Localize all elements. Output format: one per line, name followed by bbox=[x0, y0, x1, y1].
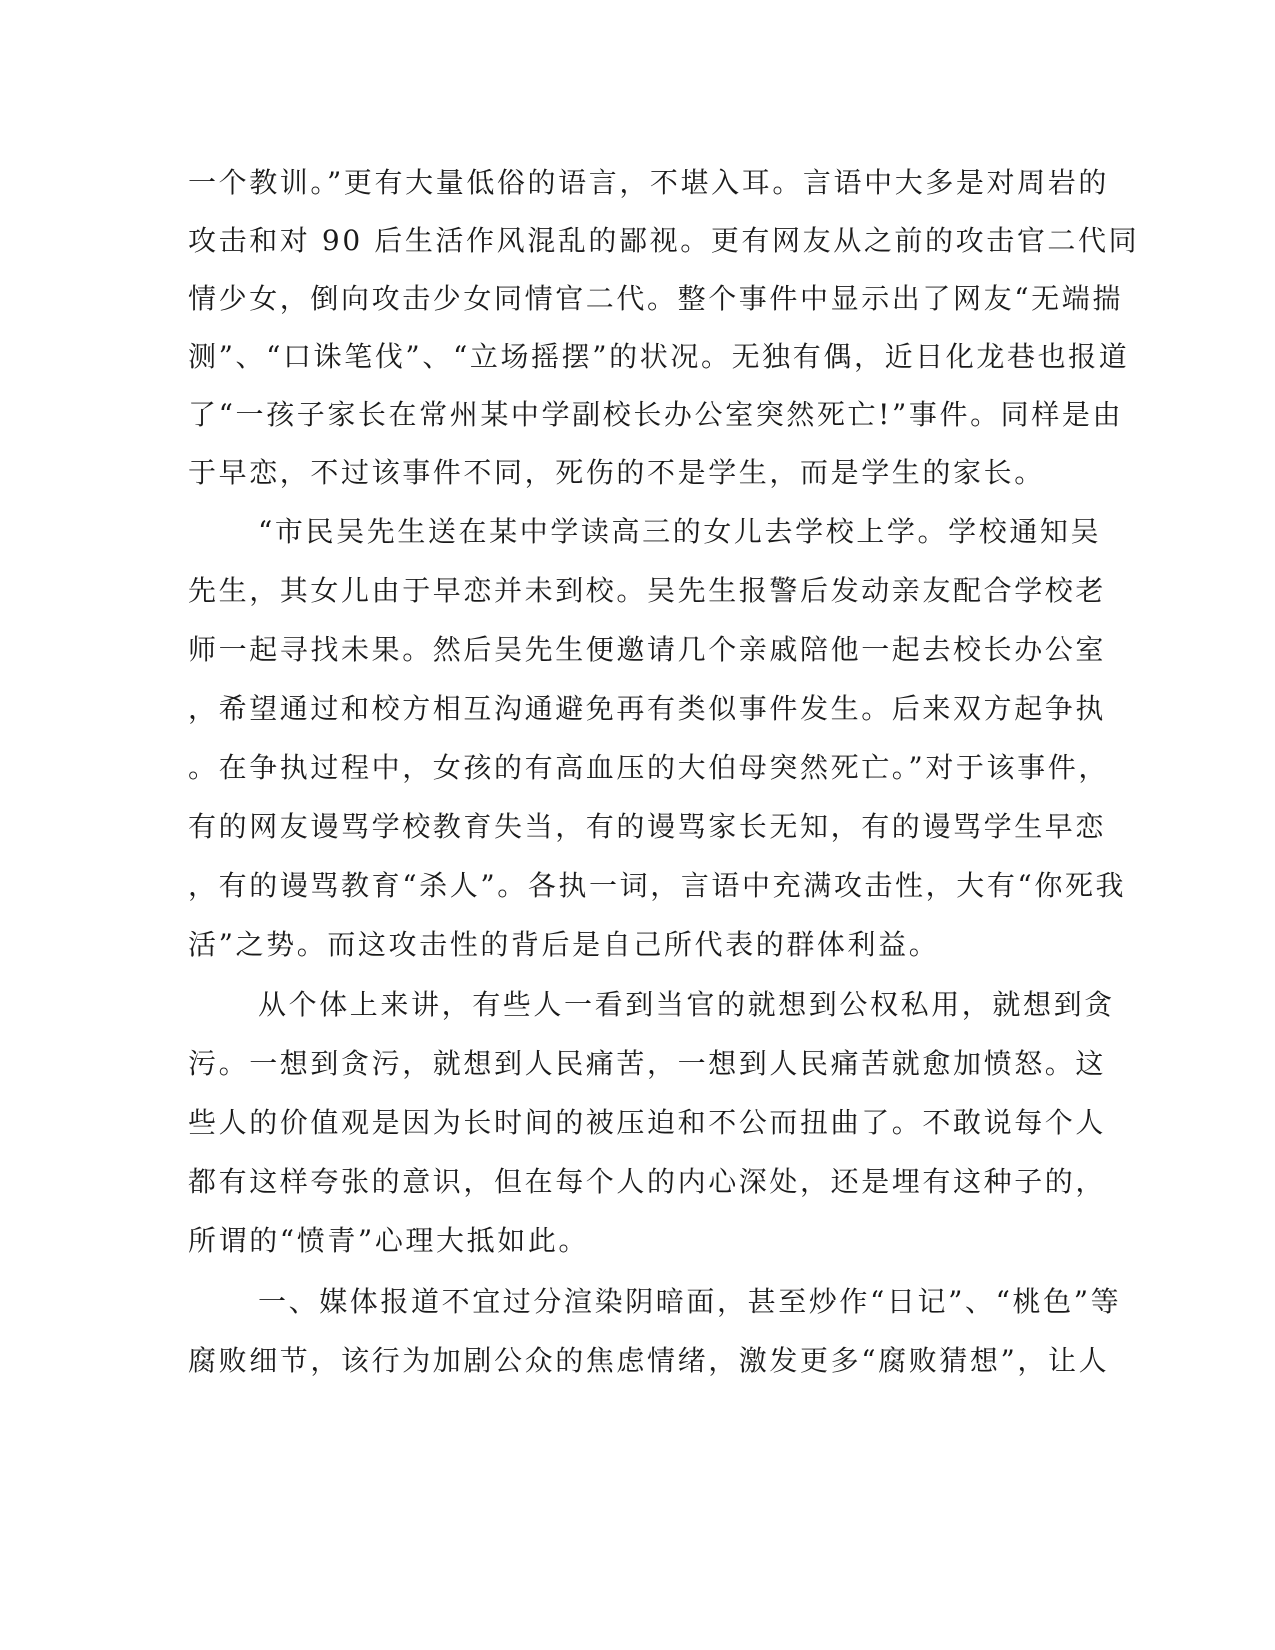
text-line: ，希望通过和校方相互沟通避免再有类似事件发生。后来双方起争执 bbox=[188, 692, 1107, 725]
text-line: 于早恋，不过该事件不同，死伤的不是学生，而是学生的家长。 bbox=[188, 456, 1045, 489]
text-line: 所谓的“愤青”心理大抵如此。 bbox=[188, 1224, 590, 1257]
text-line: 腐败细节，该行为加剧公众的焦虑情绪，激发更多“腐败猜想”，让人 bbox=[188, 1344, 1110, 1377]
text-line: 污。一想到贪污，就想到人民痛苦，一想到人民痛苦就愈加愤怒。这 bbox=[188, 1047, 1107, 1080]
text-line: 都有这样夸张的意识，但在每个人的内心深处，还是埋有这种子的， bbox=[188, 1165, 1107, 1198]
text-line: 一个教训。”更有大量低俗的语言，不堪入耳。言语中大多是对周岩的 bbox=[188, 166, 1109, 199]
text-line: 攻击和对 90 后生活作风混乱的鄙视。更有网友从之前的攻击官二代同 bbox=[188, 224, 1140, 257]
text-line: 师一起寻找未果。然后吴先生便邀请几个亲戚陪他一起去校长办公室 bbox=[188, 633, 1107, 666]
text-line: 测”、“口诛笔伐”、“立场摇摆”的状况。无独有偶，近日化龙巷也报道 bbox=[188, 340, 1130, 373]
text-line: 些人的价值观是因为长时间的被压迫和不公而扭曲了。不敢说每个人 bbox=[188, 1106, 1107, 1139]
text-line: 先生，其女儿由于早恋并未到校。吴先生报警后发动亲友配合学校老 bbox=[188, 574, 1107, 607]
text-line: 。在争执过程中，女孩的有高血压的大伯母突然死亡。”对于该事件， bbox=[188, 751, 1109, 784]
paragraph-start-line: “市民吴先生送在某中学读高三的女儿去学校上学。学校通知吴 bbox=[258, 515, 1102, 548]
text-line: ，有的谩骂教育“杀人”。各执一词，言语中充满攻击性，大有“你死我 bbox=[188, 869, 1127, 902]
text-line: 情少女，倒向攻击少女同情官二代。整个事件中显示出了网友“无端揣 bbox=[188, 282, 1123, 315]
text-line: 活”之势。而这攻击性的背后是自己所代表的群体利益。 bbox=[188, 928, 940, 961]
text-line: 有的网友谩骂学校教育失当，有的谩骂家长无知，有的谩骂学生早恋 bbox=[188, 810, 1107, 843]
paragraph-start-line: 一、媒体报道不宜过分渲染阴暗面，甚至炒作“日记”、“桃色”等 bbox=[258, 1285, 1122, 1318]
text-line: 了“一孩子家长在常州某中学副校长办公室突然死亡!”事件。同样是由 bbox=[188, 398, 1124, 431]
paragraph-start-line: 从个体上来讲，有些人一看到当官的就想到公权私用，就想到贪 bbox=[258, 988, 1115, 1021]
